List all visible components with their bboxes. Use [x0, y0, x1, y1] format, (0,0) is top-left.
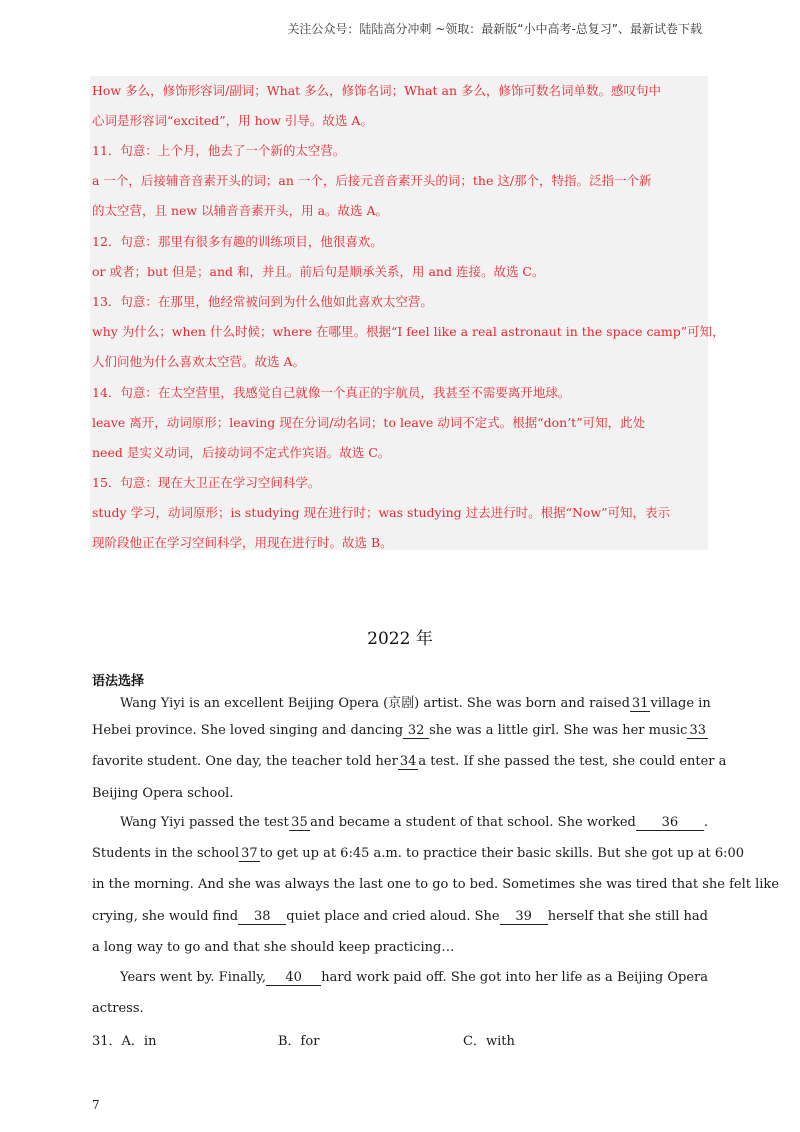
passage-text: favorite student. One day, the teacher told her [92, 754, 398, 769]
answer-line: study 学习，动词原形；is studying 现在进行时；was studying 过去进行时。根据“Now”可知，表示 [92, 505, 671, 520]
passage-text: Years went by. Finally, [120, 970, 267, 985]
answer-line: or 或者；but 但是；and 和，并且。前后句是顺承关系，用 and 连接。故选 C。 [92, 264, 545, 279]
passage-line [120, 692, 711, 712]
passage-text: quiet place and cried aloud. She [286, 909, 500, 924]
blank-35[interactable]: 35 [289, 815, 310, 831]
blank-39[interactable]: 39 [500, 909, 548, 925]
answer-line: leave 离开，动词原形；leaving 现在分词/动名词；to leave 动词不定式。根据“don’t”可知，此处 [92, 415, 646, 430]
answer-line: a 一个，后接辅音音素开头的词；an 一个，后接元音音素开头的词；the 这/那个，特指。泛指一个新 [92, 173, 652, 188]
blank-33[interactable]: 33 [689, 723, 706, 738]
passage-line [120, 970, 708, 986]
blank-31[interactable]: 31 [631, 696, 649, 711]
passage-line [92, 940, 708, 955]
passage-line [92, 877, 780, 892]
passage-text: she was a little girl. She was her music [429, 723, 688, 738]
answer-line: 心词是形容词“excited”，用 how 引导。故选 A。 [92, 113, 373, 128]
year-title: 2022 年 [367, 629, 433, 649]
passage-text: village in [650, 696, 711, 711]
passage-text: . [703, 815, 708, 830]
passage-text: Wang Yiyi passed the test [120, 815, 289, 830]
passage-text: actress. [92, 1001, 144, 1016]
passage-text: Students in the school [92, 846, 240, 861]
blank-36[interactable]: 36 [636, 815, 704, 831]
passage-text: and became a student of that school. She worked [310, 815, 636, 830]
answer-line: 11．句意：上个月，他去了一个新的太空营。 [92, 143, 346, 158]
answer-line: 13．句意：在那里，他经常被问到为什么他如此喜欢太空营。 [92, 294, 433, 309]
passage-text: a long way to go and that she should keep practicing… [92, 940, 455, 955]
answer-line: 15．句意：现在大卫正在学习空间科学。 [92, 475, 321, 490]
passage-text: herself that she still had [547, 909, 708, 924]
passage-line [92, 754, 727, 770]
passage-text: to get up at 6:45 a.m. to practice their basic skills. But she got up at 6:00 [259, 846, 745, 861]
answer-line: 现阶段他正在学习空间科学，用现在进行时。故选 B。 [92, 535, 393, 550]
passage-text: in the morning. And she was always the last one to go to bed. Sometimes she was tired that she felt like [92, 877, 780, 892]
passage-line [92, 786, 708, 801]
blank-34[interactable]: 34 [399, 754, 417, 769]
option-a[interactable]: 31．A．in [92, 1034, 157, 1049]
answer-line: 人们问他为什么喜欢太空营。故选 A。 [92, 354, 306, 369]
passage-line [92, 846, 745, 862]
blank-38[interactable]: 38 [238, 909, 286, 925]
answer-line: 14．句意：在太空营里，我感觉自己就像一个真正的宇航员，我甚至不需要离开地球。 [92, 385, 571, 400]
passage-text: Beijing Opera school. [92, 786, 234, 801]
option-c[interactable]: C．with [463, 1034, 515, 1049]
blank-37[interactable]: 37 [241, 846, 258, 861]
page-number: 7 [92, 1098, 100, 1112]
passage-line [92, 723, 708, 739]
answer-line: need 是实义动词，后接动词不定式作宾语。故选 C。 [92, 445, 391, 460]
passage-line [92, 909, 708, 925]
answer-line: 的太空营，且 new 以辅音音素开头，用 a。故选 A。 [92, 203, 389, 218]
passage-line [92, 1001, 708, 1016]
passage-text: a test. If she passed the test, she could enter a [418, 754, 727, 769]
option-b[interactable]: B．for [278, 1034, 320, 1049]
passage-line [120, 815, 708, 831]
answer-line: 12．句意：那里有很多有趣的训练项目，他很喜欢。 [92, 234, 383, 249]
passage-text: Hebei province. She loved singing and dancing [92, 723, 404, 738]
answer-line: How 多么，修饰形容词/副词；What 多么，修饰名词；What an 多么，修饰可数名词单数。感叹句中 [92, 83, 661, 98]
passage-text: crying, she would find [92, 909, 239, 924]
blank-32[interactable]: 32 [403, 723, 429, 739]
page-header: 关注公众号：陆陆高分冲刺 ~领取：最新版“小中高考-总复习”、最新试卷下载 [287, 22, 702, 36]
passage-text: hard work paid off. She got into her life as a Beijing Opera [321, 970, 708, 985]
section-title: 语法选择 [92, 674, 145, 689]
answer-line: why 为什么；when 什么时候；where 在哪里。根据“I feel like a real astronaut in the space camp”可知， [92, 324, 725, 339]
passage-text: Wang Yiyi is an excellent Beijing Opera (京剧) artist. She was born and raised [120, 696, 630, 711]
blank-40[interactable]: 40 [266, 970, 321, 986]
